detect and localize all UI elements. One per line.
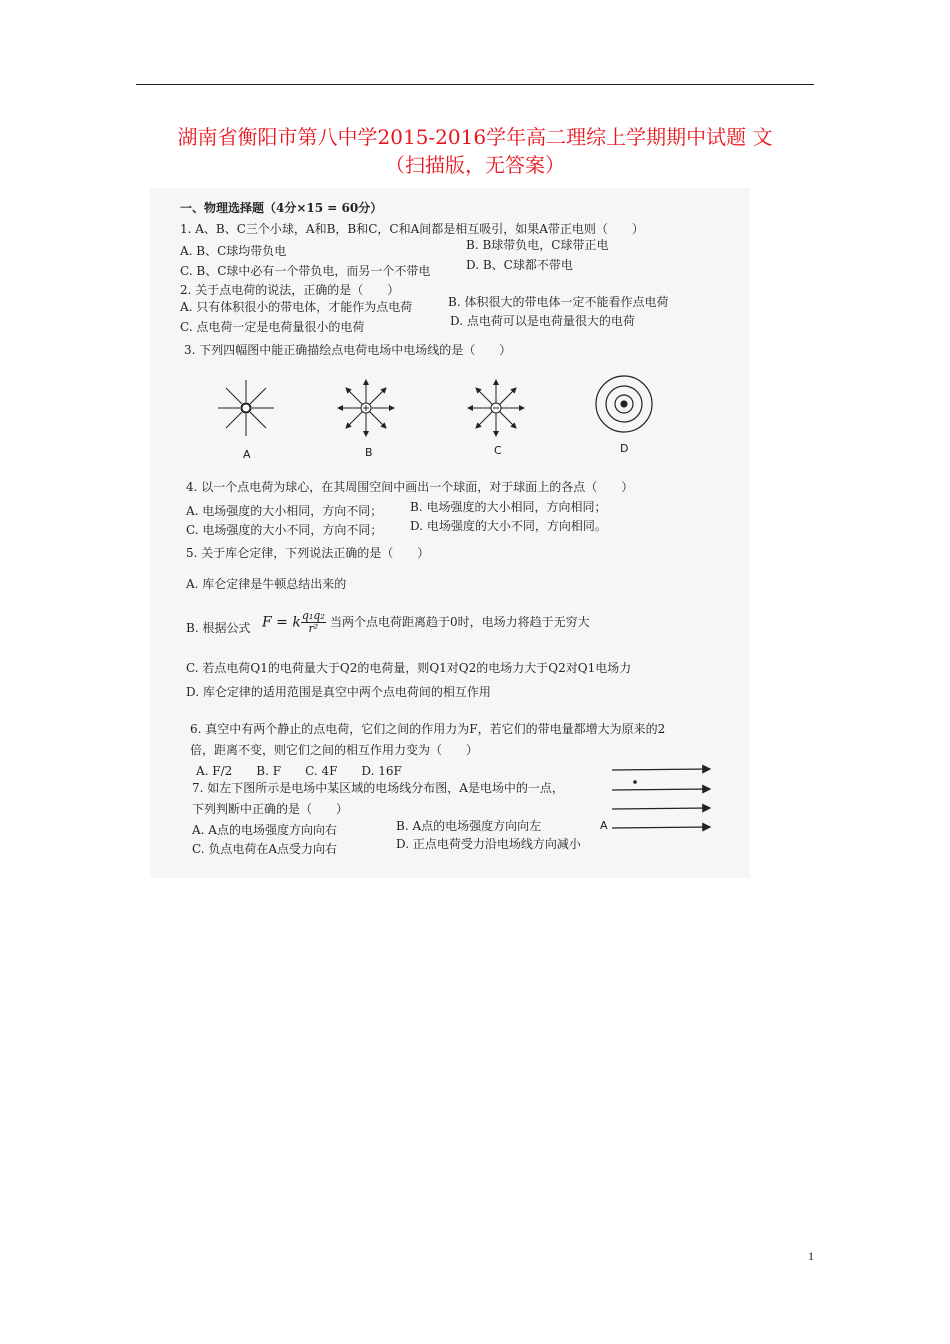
q7-option-a: A. A点的电场强度方向向右 bbox=[192, 823, 337, 837]
q3-label-d: D bbox=[620, 442, 629, 455]
q3-label-b: B bbox=[365, 446, 373, 459]
q3-label-c: C bbox=[494, 444, 502, 457]
formula-denominator: r² bbox=[308, 622, 319, 635]
q7-point-label: A bbox=[600, 819, 608, 832]
q1-option-d: D. B、C球都不带电 bbox=[466, 258, 573, 272]
formula-numerator: q₁q₂ bbox=[301, 609, 325, 622]
q5-option-a: A. 库仑定律是牛顿总结出来的 bbox=[186, 577, 347, 591]
q7-stem-line1: 7. 如左下图所示是电场中某区域的电场线分布图，A是电场中的一点， bbox=[192, 781, 564, 795]
figure-b-radial-out bbox=[338, 380, 394, 436]
q2-stem: 2. 关于点电荷的说法，正确的是（ ） bbox=[180, 283, 400, 297]
q7-option-c: C. 负点电荷在A点受力向右 bbox=[192, 842, 338, 856]
q4-option-a: A. 电场强度的大小相同，方向不同； bbox=[186, 504, 383, 518]
q5-option-b-suffix: 当两个点电荷距离趋于0时，电场力将趋于无穷大 bbox=[330, 615, 590, 629]
q7-option-d: D. 正点电荷受力沿电场线方向减小 bbox=[396, 837, 581, 851]
document-subtitle: （扫描版，无答案） bbox=[385, 153, 565, 177]
q4-option-d: D. 电场强度的大小不同，方向相同。 bbox=[410, 519, 607, 533]
q1-option-b: B. B球带负电，C球带正电 bbox=[466, 238, 609, 252]
q6-stem-line2: 倍，距离不变，则它们之间的相互作用力变为（ ） bbox=[190, 743, 479, 757]
q7-stem-line2: 下列判断中正确的是（ ） bbox=[192, 802, 349, 816]
q6-options: A. F/2 B. F C. 4F D. 16F bbox=[196, 764, 402, 778]
figure-c-radial-minus bbox=[468, 380, 524, 436]
section-heading: 一、物理选择题（4分×15 = 60分） bbox=[180, 201, 383, 215]
q3-figures bbox=[200, 370, 670, 460]
q4-option-b: B. 电场强度的大小相同，方向相同； bbox=[410, 500, 607, 514]
q1-stem: 1. A、B、C三个小球，A和B，B和C，C和A间都是相互吸引，如果A带正电则（ ） bbox=[180, 222, 644, 236]
q2-option-a: A. 只有体积很小的带电体，才能作为点电荷 bbox=[180, 300, 413, 314]
q5-option-c: C. 若点电荷Q1的电荷量大于Q2的电荷量，则Q1对Q2的电场力大于Q2对Q1电场力 bbox=[186, 661, 632, 675]
q1-option-c: C. B、C球中必有一个带负电，而另一个不带电 bbox=[180, 264, 431, 278]
formula-lhs: F = k bbox=[262, 614, 301, 631]
formula-fraction bbox=[301, 610, 326, 635]
figure-a-radial-in bbox=[218, 380, 274, 436]
q3-stem: 3. 下列四幅图中能正确描绘点电荷电场中电场线的是（ ） bbox=[184, 343, 512, 357]
q3-label-a: A bbox=[243, 448, 251, 461]
q7-option-b: B. A点的电场强度方向向左 bbox=[396, 819, 542, 833]
coulomb-formula bbox=[262, 610, 326, 635]
document-title: 湖南省衡阳市第八中学2015-2016学年高二理综上学期期中试题 文 bbox=[177, 125, 773, 149]
q4-option-c: C. 电场强度的大小不同，方向不同； bbox=[186, 523, 383, 537]
q6-stem-line1: 6. 真空中有两个静止的点电荷，它们之间的作用力为F，若它们的带电量都增大为原来的2 bbox=[190, 722, 666, 736]
q5-stem: 5. 关于库仑定律，下列说法正确的是（ ） bbox=[186, 546, 430, 560]
q1-option-a: A. B、C球均带负电 bbox=[180, 244, 287, 258]
q5-option-d: D. 库仑定律的适用范围是真空中两个点电荷间的相互作用 bbox=[186, 685, 491, 699]
q2-option-b: B. 体积很大的带电体一定不能看作点电荷 bbox=[448, 295, 669, 309]
figure-d-concentric bbox=[596, 376, 652, 432]
header-rule bbox=[136, 84, 814, 85]
page-number: 1 bbox=[808, 1249, 814, 1263]
q7-field-lines-figure bbox=[608, 763, 718, 833]
q5-option-b-prefix: B. 根据公式 bbox=[186, 621, 251, 635]
q2-option-d: D. 点电荷可以是电荷量很大的电荷 bbox=[450, 314, 635, 328]
q2-option-c: C. 点电荷一定是电荷量很小的电荷 bbox=[180, 320, 365, 334]
q4-stem: 4. 以一个点电荷为球心，在其周围空间中画出一个球面，对于球面上的各点（ ） bbox=[186, 480, 634, 494]
